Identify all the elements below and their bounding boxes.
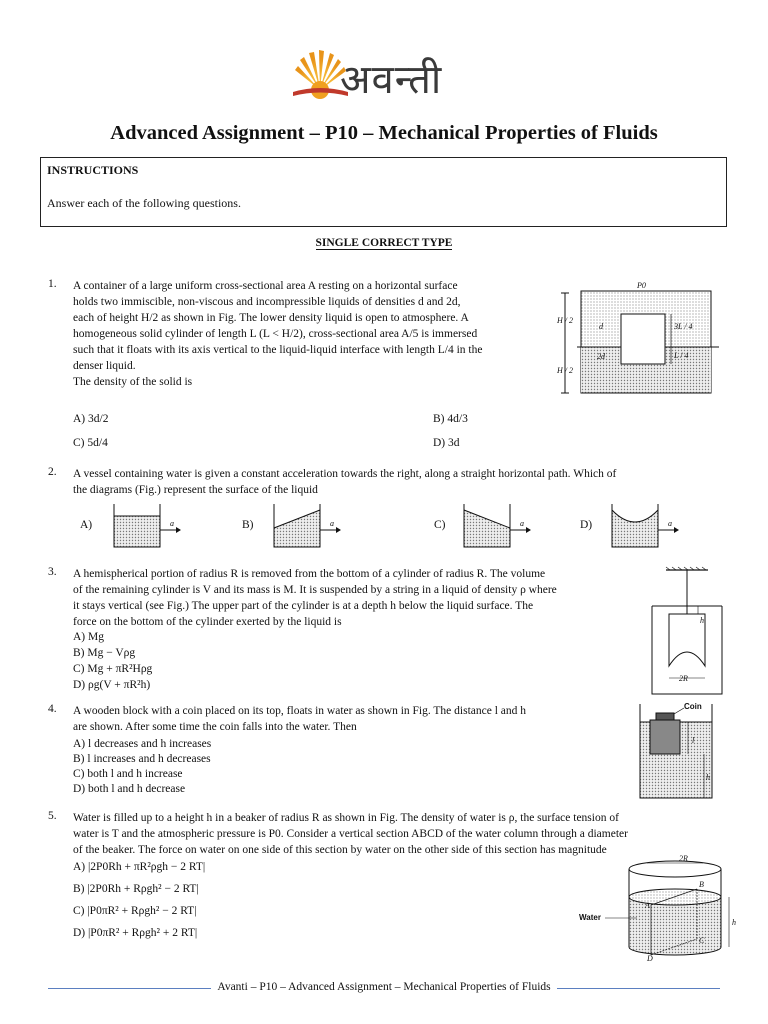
q2-diagram-c [460, 500, 540, 550]
q5-option-a: A) |2P0Rh + πR²ρgh − 2 RT| [73, 861, 206, 873]
q1-option-a: A) 3d/2 [73, 413, 109, 425]
instructions-box [40, 157, 727, 227]
svg-text:a: a [170, 519, 174, 528]
q5-label-h: h [732, 918, 736, 927]
question-1-number: 1. [48, 278, 57, 290]
q5-label-d: D [647, 954, 653, 963]
question-4-text: A wooden block with a coin placed on its top, floats in water as shown in Fig. The distance l and h are shown. After some time the coin falls into the water. Then [73, 705, 526, 733]
q4-label-coin: Coin [684, 702, 702, 711]
question-2-number: 2. [48, 466, 57, 478]
question-3-number: 3. [48, 566, 57, 578]
q2-diagram-a [110, 500, 190, 550]
q5-label-2r: 2R [679, 854, 688, 863]
section-heading: SINGLE CORRECT TYPE [315, 237, 453, 249]
q3-option-b: B) Mg − Vρg [73, 647, 136, 659]
q2-diagram-d [608, 500, 698, 550]
svg-text:a: a [520, 519, 524, 528]
q4-option-d: D) both l and h decrease [73, 783, 186, 795]
svg-text:a: a [668, 519, 672, 528]
q5-option-b: B) |2P0Rh + Rρgh² − 2 RT| [73, 883, 199, 895]
q1-label-h-bottom: H / 2 [557, 366, 573, 375]
q4-option-c: C) both l and h increase [73, 768, 183, 780]
q5-label-c: C [699, 936, 705, 945]
q4-option-b: B) l increases and h decreases [73, 753, 211, 765]
q3-label-2r: 2R [679, 674, 688, 683]
footer: Avanti – P10 – Advanced Assignment – Mechanical Properties of Fluids [0, 981, 768, 993]
q1-label-3l4: 3L / 4 [674, 322, 693, 331]
q4-label-l: l [692, 736, 695, 745]
q1-label-l4: L / 4 [674, 351, 689, 360]
q3-label-h: h [700, 616, 704, 625]
q2-option-a: A) [80, 519, 93, 531]
question-1-text: A container of a large uniform cross-sectional area A resting on a horizontal surface holds two immiscible, non-viscous and incompressible liquids of densities d and 2d, each of height H/2 as shown in Fig. The lower density liquid is open to atmosphere. A homogeneous solid cylinder of length L (L < H/2), cross-sectional area A/5 is immersed such that it floats with its axis vertical to the liquid-liquid interface with length L/4 in the denser liquid. The density of the solid is [73, 280, 483, 388]
question-5-number: 5. [48, 810, 57, 822]
q1-label-h-top: H / 2 [557, 316, 573, 325]
q1-label-p0: P0 [637, 281, 646, 290]
avanti-logo-text: अवन्ती [340, 57, 443, 103]
q5-option-d: D) |P0πR² + Rρgh² + 2 RT| [73, 927, 198, 939]
q3-figure [642, 566, 732, 696]
q1-option-d: D) 3d [433, 437, 460, 449]
question-2-text: A vessel containing water is given a constant acceleration towards the right, along a straight horizontal path. Which of the diagrams (Fig.) represent the surface of the liquid [73, 468, 617, 496]
q1-figure [557, 277, 727, 397]
question-5-text: Water is filled up to a height h in a beaker of radius R as shown in Fig. The density of water is ρ, the surface tension of water is T and the atmospheric pressure is P0. Consider a vertical section ABCD of the water column through a diameter of the beaker. The force on water on one side of this section by water on the other side of this section has magnitude [73, 812, 628, 856]
question-4-number: 4. [48, 703, 57, 715]
q2-option-c: C) [434, 519, 446, 531]
instructions-body: Answer each of the following questions. [47, 196, 241, 210]
q5-label-water: Water [579, 913, 601, 922]
q4-option-a: A) l decreases and h increases [73, 738, 212, 750]
q1-option-c: C) 5d/4 [73, 437, 108, 449]
q2-diagram-b [270, 500, 350, 550]
q3-option-c: C) Mg + πR²Hρg [73, 663, 153, 675]
q1-label-2d: 2d [597, 352, 605, 361]
q5-label-b: B [699, 880, 704, 889]
page-title: Advanced Assignment – P10 – Mechanical Properties of Fluids [110, 122, 658, 144]
q4-figure [636, 700, 736, 800]
q2-option-d: D) [580, 519, 593, 531]
q5-figure [575, 855, 745, 961]
svg-text:a: a [330, 519, 334, 528]
q1-label-d: d [599, 322, 603, 331]
question-3-text: A hemispherical portion of radius R is removed from the bottom of a cylinder of radius R. The volume of the remaining cylinder is V and its mass is M. It is suspended by a string in a liquid of density ρ where it stays vertical (see Fig.) The upper part of the cylinder is at a depth h below the liquid surface. The force on the bottom of the cylinder exerted by the liquid is [73, 568, 557, 628]
q5-option-c: C) |P0πR² + Rρgh² − 2 RT| [73, 905, 197, 917]
q3-option-a: A) Mg [73, 631, 104, 643]
q4-label-h: h [706, 773, 710, 782]
instructions-heading: INSTRUCTIONS [47, 163, 139, 177]
q1-option-b: B) 4d/3 [433, 413, 468, 425]
q2-option-b: B) [242, 519, 254, 531]
q3-option-d: D) ρg(V + πR²h) [73, 679, 151, 691]
q5-label-a: A [645, 901, 650, 910]
